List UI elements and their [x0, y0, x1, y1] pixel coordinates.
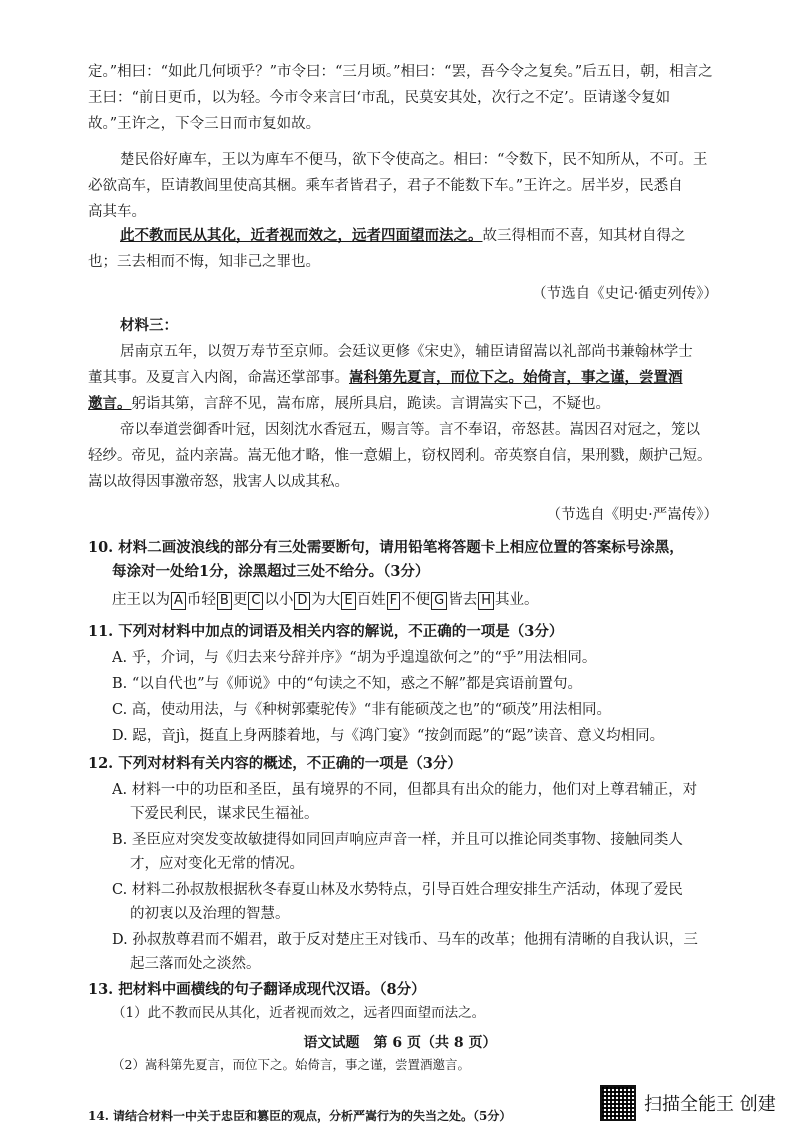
source-note: （节选自《明史·严嵩传》）	[546, 507, 718, 523]
answer-box-h[interactable]: H	[478, 592, 494, 610]
question-11-option-a: A. 乎，介词，与《归去来兮辞并序》“胡为乎遑遑欲何之”的“乎”用法相同。	[112, 650, 597, 666]
question-11-option-d: D. 跽，音jì，挺直上身两膝着地，与《鸿门宴》“按剑而跽”的“跽”读音、意义均相同。	[112, 728, 665, 744]
text-line: 轻纱。帝见，益内亲嵩。嵩无他才略，惟一意媚上，窃权罔利。帝英察自信，果刑戮，颇护己短。	[88, 448, 712, 464]
source-note: （节选自《史记·循吏列传》）	[532, 286, 718, 302]
text-line: 董其事。及夏言入内阁，命嵩还掌部事。嵩科第先夏言，而位下之。始倚言，事之谨，尝置酒	[88, 369, 683, 386]
text-line: 必欲高车，臣请教闾里使高其梱。乘车者皆君子，君子不能数下车。”王许之。居半岁，民悉自	[88, 178, 683, 194]
question-13-stem: 13. 把材料中画横线的句子翻译成现代汉语。（8分）	[88, 981, 426, 998]
text-line: 也；三去相而不悔，知非己之罪也。	[88, 254, 320, 270]
answer-box-c[interactable]: C	[248, 592, 263, 610]
answer-box-g[interactable]: G	[431, 592, 447, 610]
question-12-option-b-cont: 才，应对变化无常的情况。	[130, 856, 304, 872]
question-12-option-a-cont: 下爱民利民，谋求民生福祉。	[130, 806, 319, 822]
answer-box-b[interactable]: B	[217, 592, 232, 610]
badge-text: 扫描全能王 创建	[644, 1094, 776, 1115]
question-13-sub-1: （1）此不教而民从其化，近者视而效之，远者四面望而法之。	[112, 1005, 486, 1021]
text-line: 故。”王许之，下令三日而市复如故。	[88, 116, 321, 132]
qr-code-icon	[600, 1085, 636, 1121]
question-11-stem: 11. 下列对材料中加点的词语及相关内容的解说，不正确的一项是（3分）	[88, 623, 564, 640]
answer-box-d[interactable]: D	[294, 592, 310, 610]
text-line: 高其车。	[88, 204, 146, 220]
camscanner-badge	[600, 1083, 790, 1123]
answer-box-e[interactable]: E	[341, 592, 355, 610]
page-footer: 语文试题 第 6 页（共 8 页）	[303, 1035, 497, 1051]
section-heading: 材料三：	[120, 317, 178, 334]
text-line: 居南京五年，以贺万寿节至京师。会廷议更修《宋史》，辅臣请留嵩以礼部尚书兼翰林学士	[120, 344, 693, 360]
question-11-option-b: B. “以自代也”与《师说》中的“句读之不知，惑之不解”都是宾语前置句。	[112, 676, 583, 692]
underlined-sentence-2: 嵩科第先夏言，而位下之。始倚言，事之谨，尝置酒	[349, 369, 683, 386]
question-12-option-d: D. 孙叔敖尊君而不媚君，敢于反对楚庄王对钱币、马车的改革；他拥有清晰的自我认识，三	[112, 932, 698, 948]
text-line: 王曰：“前日更币，以为轻。今市令来言曰‘市乱，民莫安其处，次行之不定’。臣请遂令复如	[88, 90, 671, 106]
text-line: 帝以奉道尝御香叶冠，因刻沈水香冠五，赐言等。言不奉诏，帝怒甚。嵩因召对冠之，笼以	[120, 422, 700, 438]
text-line: 嵩以故得因事激帝怒，戕害人以成其私。	[88, 474, 349, 490]
question-13-sub-2: （2）嵩科第先夏言，而位下之。始倚言，事之谨，尝置酒邀言。	[112, 1057, 470, 1072]
text-line: 楚民俗好庳车，王以为庳车不便马，欲下令使高之。相曰：“令数下，民不知所从，不可。王	[120, 152, 708, 168]
question-10-options: 庄王以为 A 币轻 B 更 C 以小 D 为大 E 百姓 F 不便 G 皆去 H 其业。	[112, 592, 539, 608]
question-10-stem: 每涂对一处给1分，涂黑超过三处不给分。（3分）	[112, 563, 430, 580]
question-12-option-b: B. 圣臣应对突发变故敏捷得如同回声响应声音一样，并且可以推论同类事物、接触同类人	[112, 832, 683, 848]
question-11-option-c: C. 高，使动用法，与《种树郭橐驼传》“非有能硕茂之也”的“硕茂”用法相同。	[112, 702, 611, 718]
question-14-stem: 14. 请结合材料一中关于忠臣和篡臣的观点，分析严嵩行为的失当之处。（5分）	[88, 1109, 512, 1123]
question-12-option-a: A. 材料一中的功臣和圣臣，虽有境界的不同，但都具有出众的能力，他们对上尊君辅正，对	[112, 782, 698, 798]
answer-box-f[interactable]: F	[387, 592, 400, 610]
question-12-stem: 12. 下列对材料有关内容的概述，不正确的一项是（3分）	[88, 755, 462, 772]
underlined-sentence-1: 此不教而民从其化，近者视而效之，远者四面望而法之。	[120, 227, 483, 244]
answer-box-a[interactable]: A	[171, 592, 186, 610]
text-line: 定。”相曰：“如此几何顷乎？”市令曰：“三月顷。”相曰：“罢，吾今令之复矣。”后五日，朝，相言之	[88, 64, 713, 80]
underlined-sentence-2-end: 邀言。	[88, 395, 132, 412]
question-12-option-c: C. 材料二孙叔敖根据秋冬春夏山林及水势特点，引导百姓合理安排生产活动，体现了爱民	[112, 882, 683, 898]
question-12-option-d-cont: 起三落而处之淡然。	[130, 956, 261, 972]
question-10-stem: 10. 材料二画波浪线的部分有三处需要断句，请用铅笔将答题卡上相应位置的答案标号涂黑，	[88, 539, 684, 556]
text-line: 邀言。躬诣其第，言辞不见，嵩布席，展所具启，跪读。言谓嵩实下己，不疑也。	[88, 395, 610, 412]
text-line: 此不教而民从其化，近者视而效之，远者四面望而法之。故三得相而不喜，知其材自得之	[120, 227, 686, 244]
question-12-option-c-cont: 的初衷以及治理的智慧。	[130, 906, 290, 922]
